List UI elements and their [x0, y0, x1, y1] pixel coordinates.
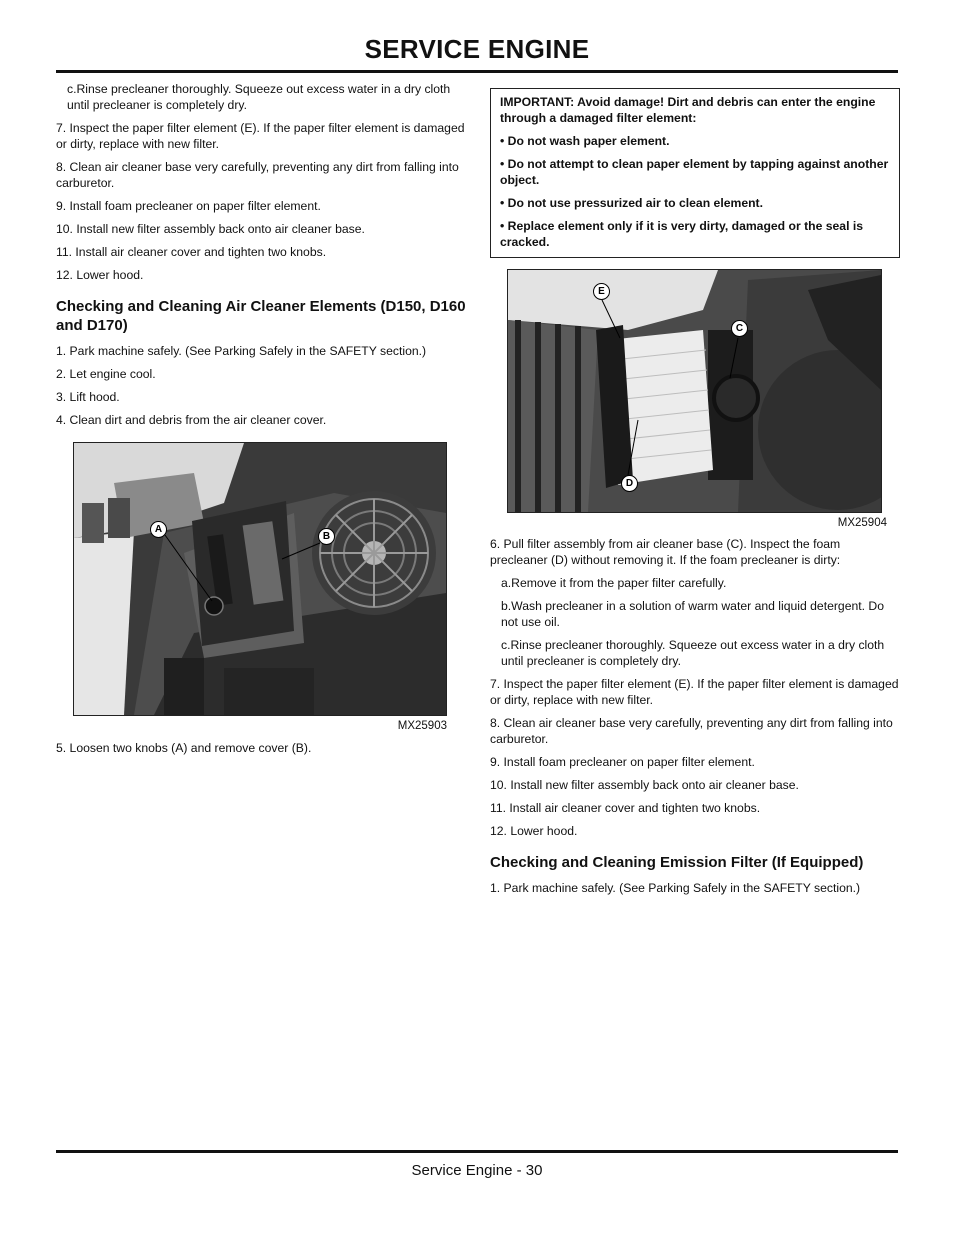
- figure-engine-cover: [73, 442, 447, 734]
- step-8-clean-base: 8. Clean air cleaner base very carefully, preventing any dirt from falling into carburetor.: [490, 716, 893, 746]
- important-notice-box: [490, 88, 900, 258]
- right-column: [490, 88, 900, 903]
- important-bullet: • Do not wash paper element.: [500, 134, 670, 148]
- footer-rule: [56, 1150, 898, 1153]
- step-9-install-precleaner: 9. Install foam precleaner on paper filter element.: [490, 755, 755, 769]
- step-4-clean-cover: 4. Clean dirt and debris from the air cleaner cover.: [56, 413, 327, 427]
- step-c-rinse: c.Rinse precleaner thoroughly. Squeeze out excess water in a dry cloth until precleaner is completely dry.: [501, 638, 885, 668]
- figure-caption: MX25904: [837, 517, 887, 529]
- page-title: SERVICE ENGINE: [364, 34, 590, 64]
- step-7-inspect: 7. Inspect the paper filter element (E). If the paper filter element is damaged or dirty, replace with new filter.: [56, 121, 465, 151]
- step-2-cool: 2. Let engine cool.: [56, 367, 156, 381]
- figure-filter-assembly: [507, 269, 887, 531]
- page-footer: Service Engine - 30: [411, 1162, 543, 1179]
- step-10-install-filter: 10. Install new filter assembly back onto air cleaner base.: [56, 222, 365, 236]
- step-1-park: 1. Park machine safely. (See Parking Safely in the SAFETY section.): [490, 881, 861, 895]
- header-rule: [56, 70, 898, 73]
- engine-cover-photo: [73, 442, 447, 716]
- step-3-lift-hood: 3. Lift hood.: [56, 390, 120, 404]
- step-8-clean-base: 8. Clean air cleaner base very carefully, preventing any dirt from falling into carburetor.: [56, 160, 459, 190]
- step-c-rinse: c.Rinse precleaner thoroughly. Squeeze out excess water in a dry cloth until precleaner is completely dry.: [67, 82, 451, 112]
- callout-c: C: [731, 320, 748, 337]
- step-1-park: 1. Park machine safely. (See Parking Safely in the SAFETY section.): [56, 344, 427, 358]
- step-12-lower-hood: 12. Lower hood.: [56, 268, 144, 282]
- step-10-install-filter: 10. Install new filter assembly back onto air cleaner base.: [490, 778, 799, 792]
- callout-b: B: [318, 528, 335, 545]
- callout-a: A: [150, 521, 167, 538]
- callout-d: D: [621, 475, 638, 492]
- important-heading: IMPORTANT: Avoid damage! Dirt and debris can enter the engine through a damaged filter element:: [500, 95, 876, 125]
- step-a-remove: a.Remove it from the paper filter carefully.: [501, 576, 727, 590]
- important-bullet: • Do not attempt to clean paper element by tapping against another object.: [500, 157, 889, 187]
- step-5-loosen-knobs: 5. Loosen two knobs (A) and remove cover (B).: [56, 741, 312, 755]
- important-bullet: • Do not use pressurized air to clean element.: [500, 196, 763, 210]
- callout-e: E: [593, 283, 610, 300]
- filter-assembly-photo: [507, 269, 882, 513]
- step-b-wash: b.Wash precleaner in a solution of warm water and liquid detergent. Do not use oil.: [501, 599, 884, 629]
- step-7-inspect: 7. Inspect the paper filter element (E). If the paper filter element is damaged or dirty, replace with new filter.: [490, 677, 899, 707]
- important-bullet: • Replace element only if it is very dirty, damaged or the seal is cracked.: [500, 219, 864, 249]
- section-heading-emission-filter: Checking and Cleaning Emission Filter (If Equipped): [490, 854, 864, 871]
- step-11-install-cover: 11. Install air cleaner cover and tighten two knobs.: [490, 801, 761, 815]
- step-12-lower-hood: 12. Lower hood.: [490, 824, 578, 838]
- step-11-install-cover: 11. Install air cleaner cover and tighten two knobs.: [56, 245, 327, 259]
- left-column: [56, 81, 466, 763]
- step-9-install-precleaner: 9. Install foam precleaner on paper filter element.: [56, 199, 321, 213]
- step-6-pull-filter: 6. Pull filter assembly from air cleaner base (C). Inspect the foam precleaner (D) without removing it. If the foam precleaner is dirty:: [490, 537, 841, 567]
- section-heading-air-cleaner: Checking and Cleaning Air Cleaner Elements (D150, D160 and D170): [56, 298, 466, 334]
- figure-caption: MX25903: [397, 720, 447, 732]
